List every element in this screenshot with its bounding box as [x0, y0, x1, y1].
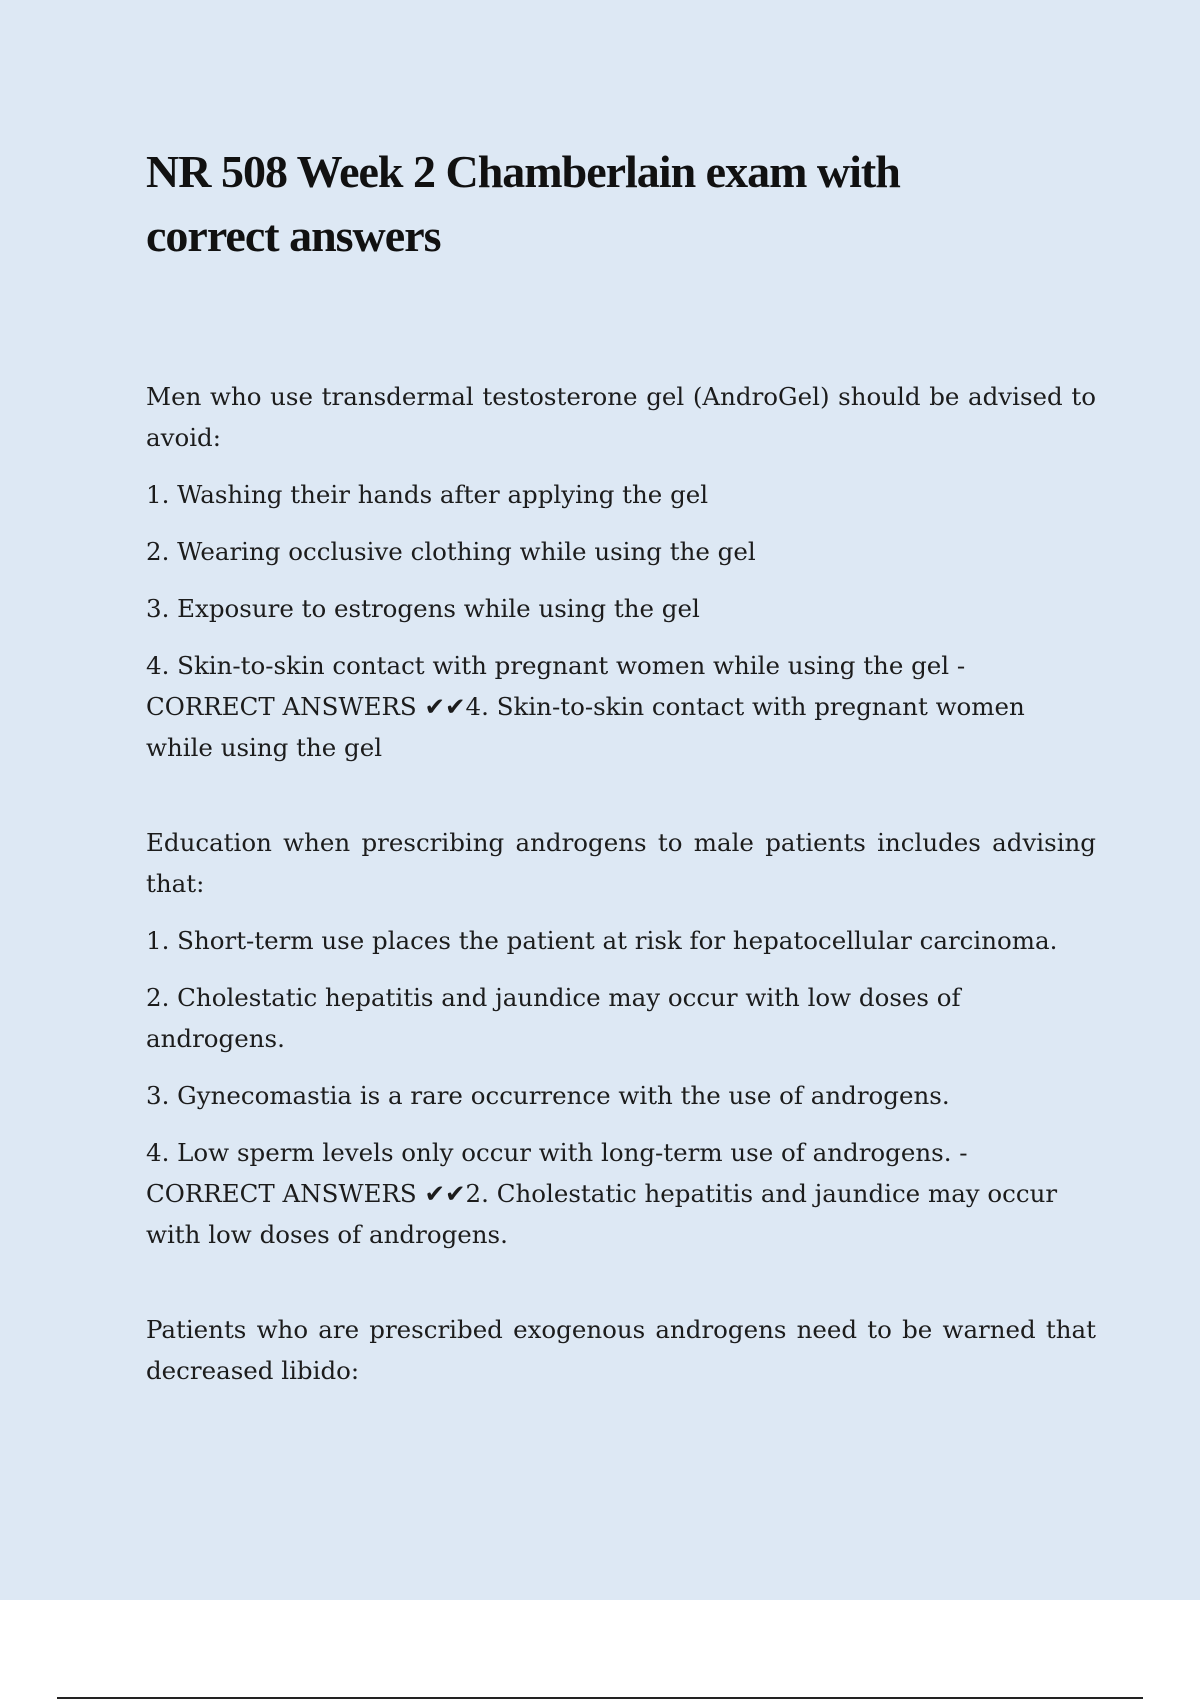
- question-block: [146, 822, 1096, 1255]
- question-text: Men who use transdermal testosterone gel (AndroGel) should be advised to avoid:: [146, 382, 1096, 452]
- question-list: [146, 376, 1096, 1391]
- question-text: Patients who are prescribed exogenous androgens need to be warned that decreased libido:: [146, 1315, 1096, 1385]
- document-content: [146, 140, 1096, 1445]
- answer-option: 2. Cholestatic hepatitis and jaundice may occur with low doses of androgens.: [146, 983, 961, 1053]
- answer-option: 2. Wearing occlusive clothing while using the gel: [146, 537, 756, 566]
- answer-option: 3. Exposure to estrogens while using the gel: [146, 594, 700, 623]
- footer-divider: [57, 1697, 1143, 1699]
- question-text: Education when prescribing androgens to male patients includes advising that:: [146, 828, 1096, 898]
- answer-option: 3. Gynecomastia is a rare occurrence with the use of androgens.: [146, 1081, 950, 1110]
- answer-option-with-correct-answer: 4. Low sperm levels only occur with long-term use of androgens. - CORRECT ANSWERS ✔✔2. Cholestatic hepatitis and jaundice may occur with low doses of androgens.: [146, 1138, 1058, 1249]
- question-block: [146, 376, 1096, 768]
- answer-option: 1. Short-term use places the patient at risk for hepatocellular carcinoma.: [146, 926, 1058, 955]
- answer-option-with-correct-answer: 4. Skin-to-skin contact with pregnant women while using the gel - CORRECT ANSWERS ✔✔4. Skin-to-skin contact with pregnant women while using the gel: [146, 651, 1025, 762]
- answer-option: 1. Washing their hands after applying the gel: [146, 480, 709, 509]
- question-block: [146, 1309, 1096, 1391]
- document-title: NR 508 Week 2 Chamberlain exam with correct answers: [146, 146, 900, 261]
